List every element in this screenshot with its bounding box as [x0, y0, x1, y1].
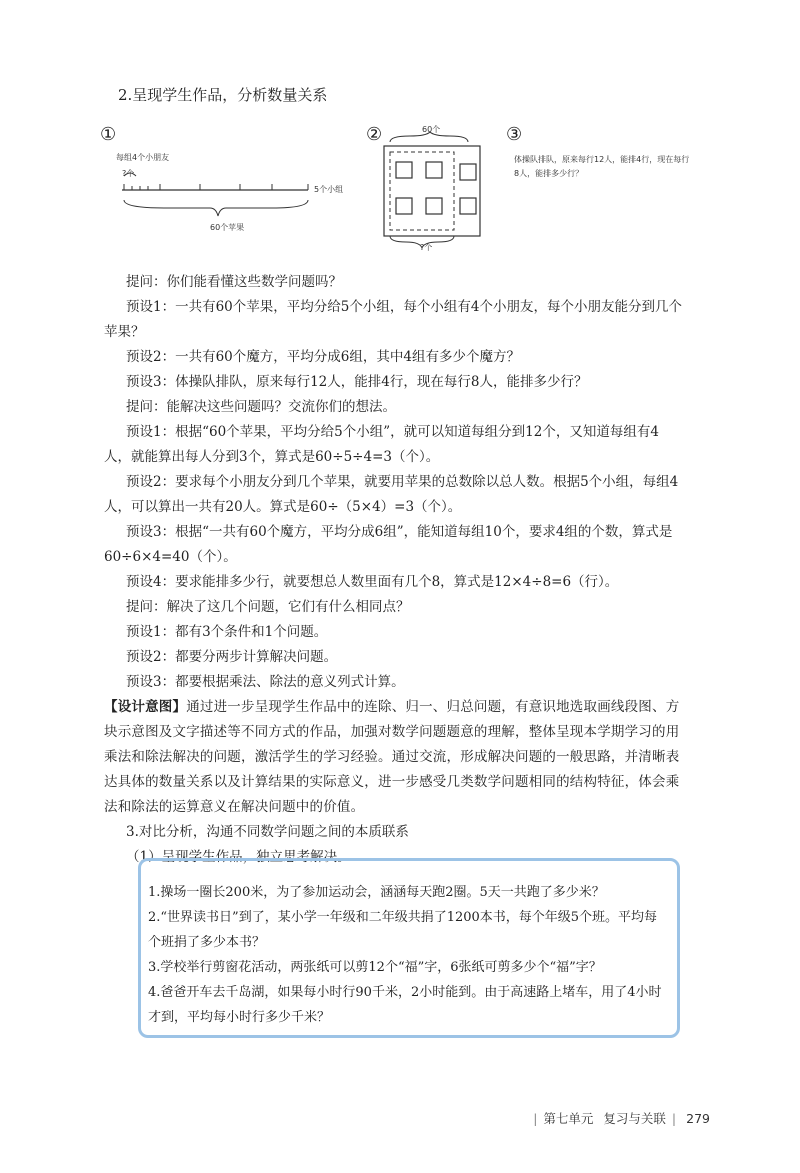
- figure-2-block-diagram: [366, 124, 496, 264]
- design-intent: [104, 695, 684, 820]
- paragraph: 预设3：都要根据乘法、除法的意义列式计算。: [126, 674, 405, 690]
- figure-1-label-top: 每组4个小朋友: [116, 153, 170, 162]
- problem-item: 3.学校举行剪窗花活动，两张纸可以剪12个“福”字，6张纸可剪多少个“福”字？: [148, 960, 602, 975]
- section-3-subtitle: （1）呈现学生作品，独立思考解决。: [126, 849, 351, 865]
- problem-item: 4.爸爸开车去千岛湖，如果每小时行90千米，2小时能到。由于高速路上堵车，用了4小时才到，平均每小时行多少千米？: [148, 985, 662, 1025]
- footer-divider: |: [671, 1111, 677, 1126]
- body-text: [104, 270, 684, 870]
- design-intent-text: 通过进一步呈现学生作品中的连除、归一、归总问题，有意识地选取画线段图、方块示意图及文字描述等不同方式的作品，加强对数学问题题意的理解，整体呈现本学期学习的用乘法和除法解决的问题，激活学生的学习经验。通过交流，形成解决问题的一般思路，并清晰表达具体的数量关系以及计算结果的实际意义，进一步感受几类数学问题相同的结构特征，体会乘法和除法的运算意义在解决问题中的价值。: [104, 699, 680, 815]
- paragraph: 预设3：体操队排队，原来每行12人，能排4行，现在每行8人，能排多少行？: [126, 374, 588, 390]
- problem-item: 1.操场一圈长200米，为了参加运动会，涵涵每天跑2圈。5天一共跑了多少米？: [148, 885, 605, 900]
- section-3-title: 3.对比分析，沟通不同数学问题之间的本质联系: [126, 824, 409, 840]
- page-footer: [527, 1109, 710, 1127]
- figure-2-label-bottom: ?个: [420, 243, 433, 252]
- paragraph: 预设1：都有3个条件和1个问题。: [126, 624, 328, 640]
- figure-1: [100, 124, 370, 264]
- figure-2-label-top: 60个: [422, 125, 441, 134]
- problem-item: 2.“世界读书日”到了，某小学一年级和二年级共捐了1200本书，每个年级5个班。平均每个班捐了多少本书？: [148, 910, 658, 950]
- paragraph: 预设3：根据“一共有60个魔方，平均分成6组”，能知道每组10个，要求4组的个数，算式是60÷6×4=40（个）。: [104, 524, 673, 565]
- footer-unit: 第七单元: [543, 1111, 594, 1126]
- figure-2-number: ②: [366, 124, 383, 145]
- figure-1-label-right: 5个小组: [314, 185, 344, 194]
- page-number: 279: [686, 1111, 710, 1126]
- figure-1-number: ①: [100, 124, 117, 145]
- footer-divider: |: [533, 1111, 538, 1126]
- figure-2: [366, 124, 496, 264]
- design-intent-tag: 【设计意图】: [104, 699, 187, 715]
- section-title: 2.呈现学生作品，分析数量关系: [118, 86, 328, 104]
- figure-1-label-q: ?个: [122, 169, 135, 178]
- figure-3-number: ③: [506, 124, 523, 145]
- paragraph: 预设1：根据“60个苹果，平均分给5个小组”，就可以知道每组分到12个，又知道每组有4人，就能算出每人分到3个，算式是60÷5÷4=3（个）。: [104, 424, 659, 465]
- paragraph: 预设2：都要分两步计算解决问题。: [126, 649, 338, 665]
- paragraph: 预设2：一共有60个魔方，平均分成6组，其中4组有多少个魔方？: [126, 349, 520, 365]
- paragraph: 预设1：一共有60个苹果，平均分给5个小组，每个小组有4个小朋友，每个小朋友能分到几个苹果？: [104, 299, 682, 340]
- paragraph: 提问：能解决这些问题吗？交流你们的想法。: [126, 399, 396, 415]
- footer-title: 复习与关联: [603, 1111, 666, 1126]
- figure-3-text-line2: 8人，能排多少行？: [514, 169, 584, 178]
- figure-1-label-bottom: 60个苹果: [210, 223, 245, 232]
- figure-3: [506, 124, 706, 264]
- paragraph: 提问：你们能看懂这些数学问题吗？: [126, 274, 342, 290]
- figure-3-text-line1: 体操队排队，原来每行12人，能排4行，现在每行: [514, 155, 690, 164]
- paragraph: 预设2：要求每个小朋友分到几个苹果，就要用苹果的总数除以总人数。根据5个小组，每组4人，可以算出一共有20人。算式是60÷（5×4）=3（个）。: [104, 474, 679, 515]
- problems-list: [148, 880, 668, 1030]
- paragraph: 预设4：要求能排多少行，就要想总人数里面有几个8，算式是12×4÷8=6（行）。: [126, 574, 619, 590]
- paragraph: 提问：解决了这几个问题，它们有什么相同点？: [126, 599, 410, 615]
